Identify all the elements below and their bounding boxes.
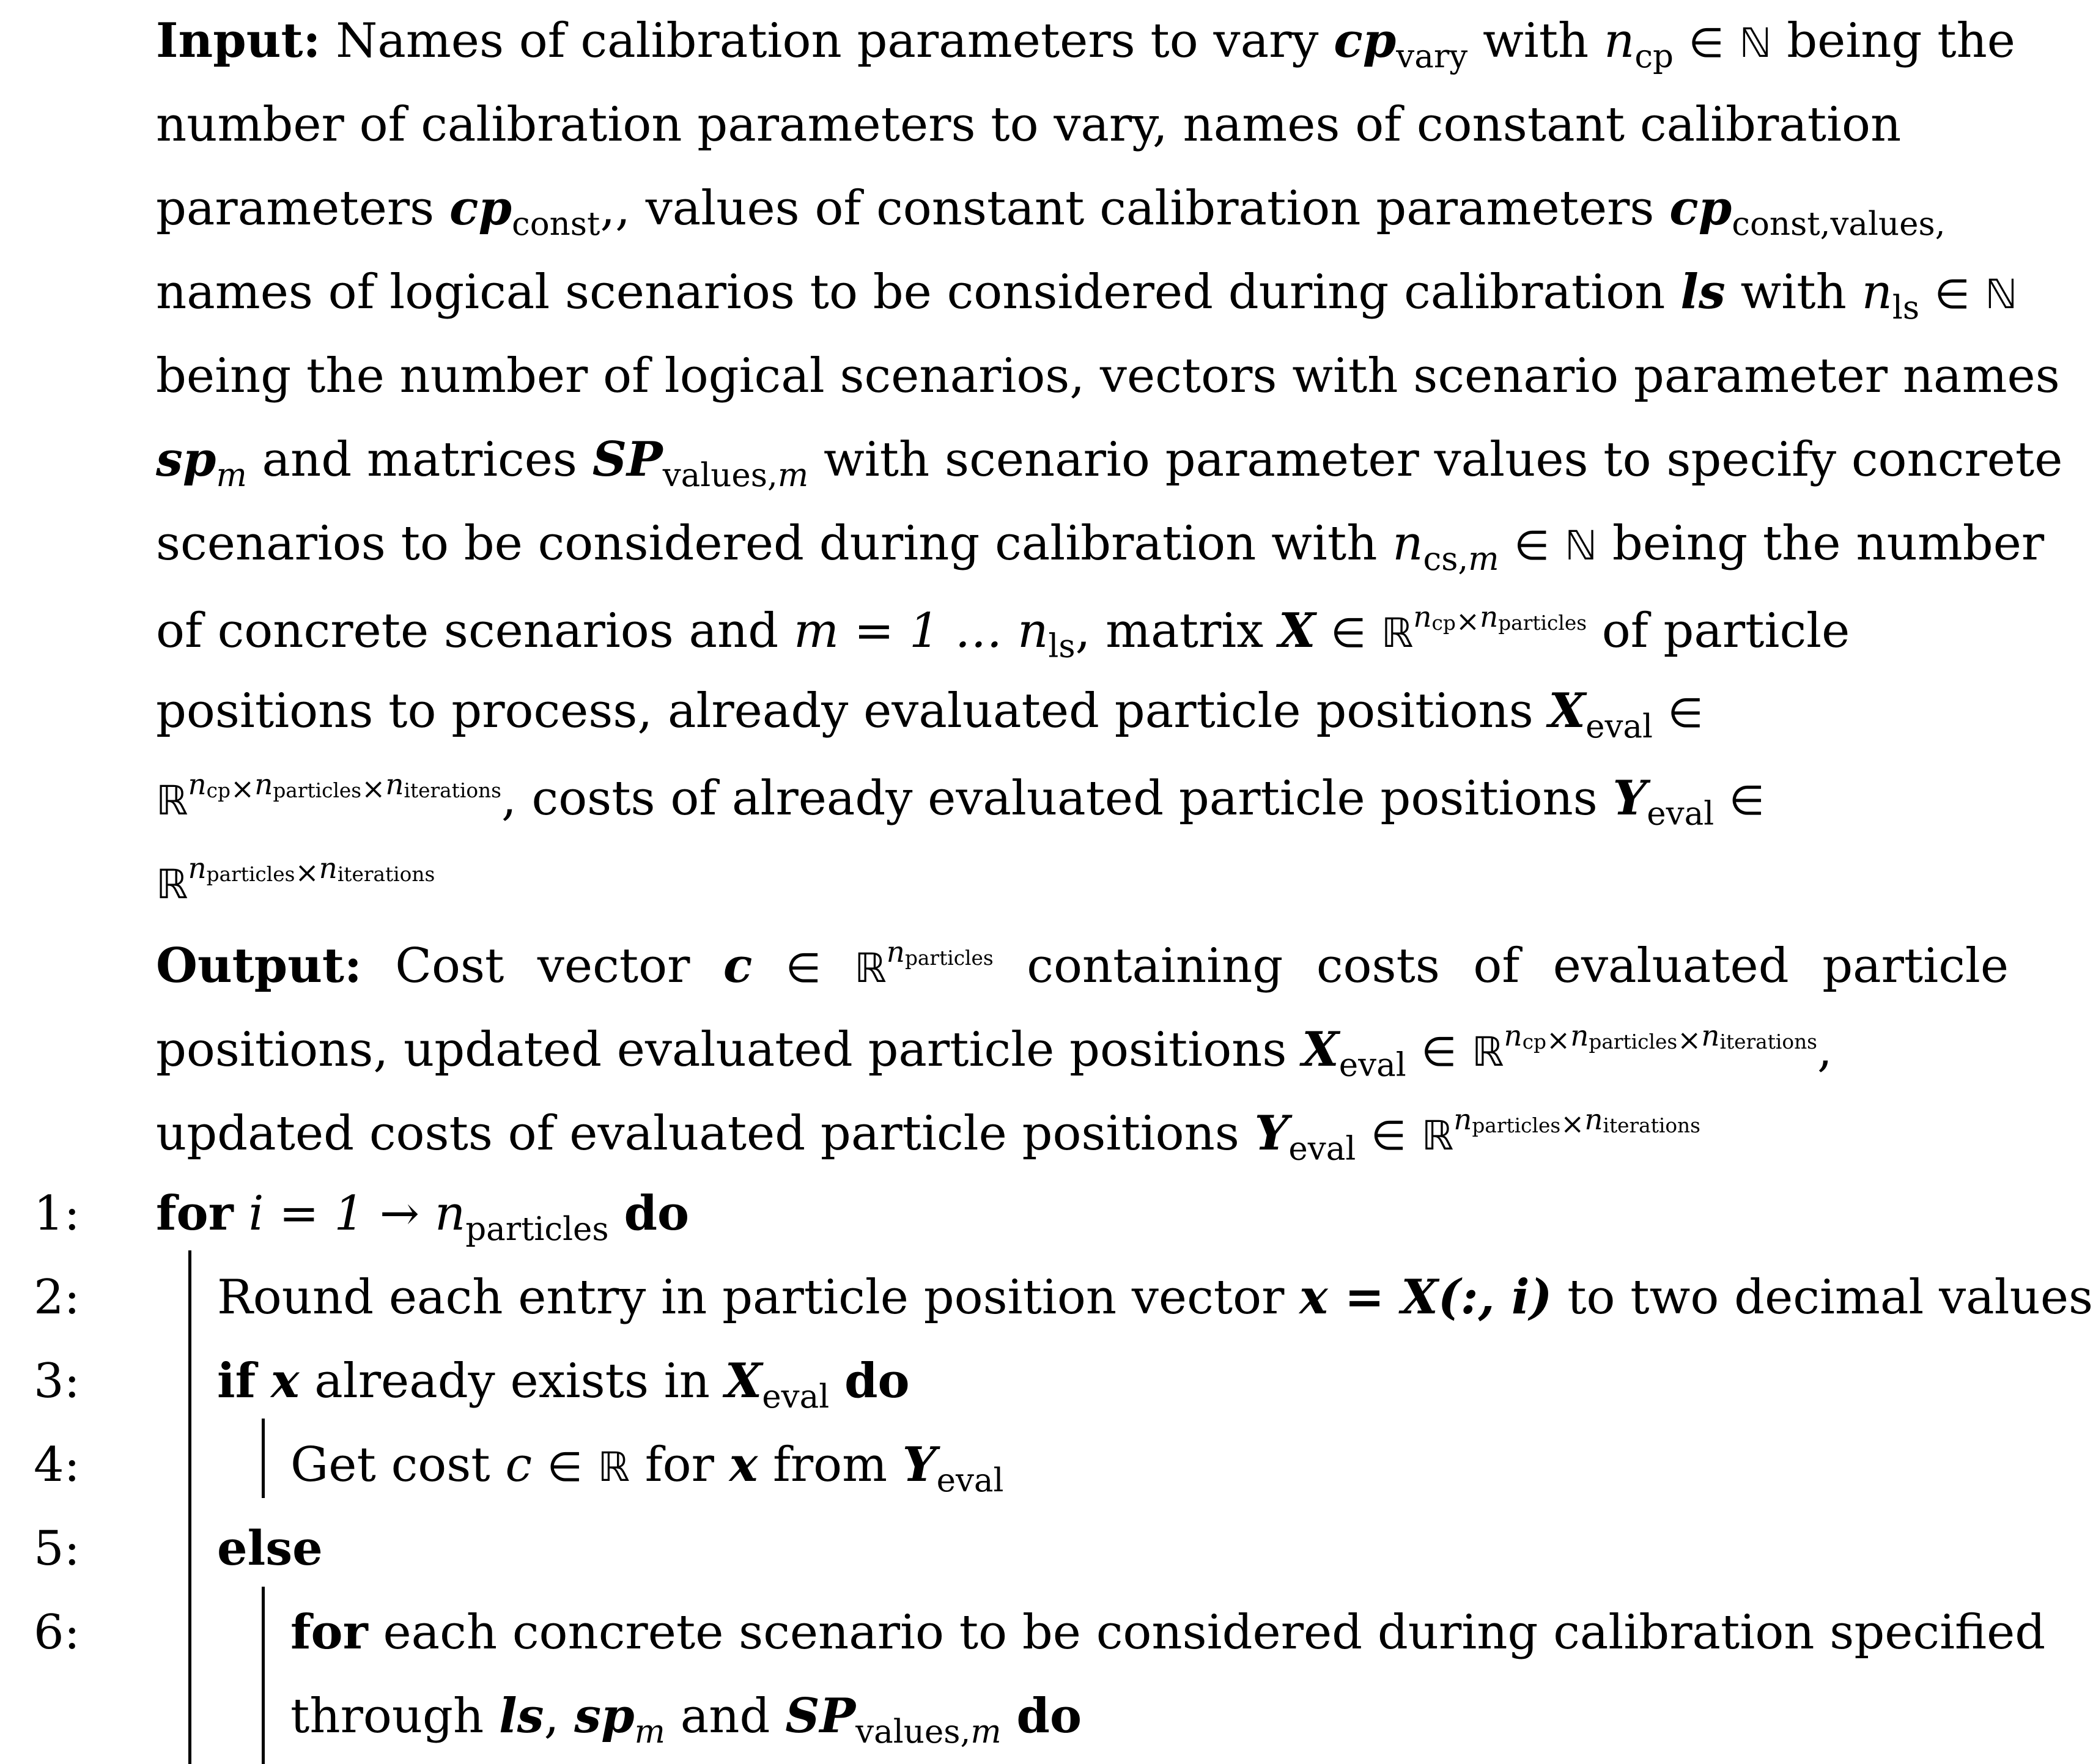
input-label: Input: [156,13,321,68]
step-number-6: 6: [34,1605,80,1660]
step-6-cont: through ls, $sp_m$ and $SP_{values,m}$ do [290,1688,1082,1751]
step-number-1: 1: [34,1186,80,1241]
step-number-3: 3: [34,1354,80,1409]
step-number-5: 5: [34,1521,80,1576]
output-line-2: positions, updated evaluated particle positions $X_{eval}$ ∈ ℝ$^{ncp\times nparticles\times niterations}$, [156,1020,1833,1084]
step-4: Get cost c ∈ ℝ for x from $Y_{eval}$ [290,1437,1004,1499]
input-line-5: being the number of logical scenarios, vectors with scenario parameter names [156,349,2060,404]
for-block-bar [188,1250,191,1764]
step-2: Round each entry in particle position vector x = X(:, i) to two decimal values [217,1269,2093,1325]
input-line-11: ℝ$^{nparticles\times niterations}$ [156,852,435,908]
step-6: for each concrete scenario to be considered during calibration specified [290,1604,2046,1660]
input-line-2: number of calibration parameters to vary, names of constant calibration [156,97,1902,152]
output-line-1: Output: Cost vector c ∈ ℝ$^{nparticles}$ containing costs of evaluated particle [156,936,2009,994]
else-block-bar [262,1587,265,1764]
input-line-7: scenarios to be considered during calibration with $n_{cs,m}$ ∈ ℕ being the number [156,516,2045,578]
step-number-2: 2: [34,1270,80,1325]
input-line-10: ℝ$^{ncp\times nparticles\times niterations}$, costs of already evaluated particle positions $Y_{eval}$ ∈ [156,769,1765,833]
input-line-4: names of logical scenarios to be considered during calibration ls with $n_{ls}$ ∈ ℕ [156,264,2018,327]
input-line-1: Input: Names of calibration parameters to vary $cp_{vary}$ with $n_{cp}$ ∈ ℕ being the [156,13,2015,75]
input-line-8: of concrete scenarios and m = 1 … $n_{ls}$, matrix X ∈ ℝ$^{ncp\times nparticles}$ of particle [156,601,1850,665]
input-line-6: $sp_m$ and matrices $SP_{values,m}$ with scenario parameter values to specify concrete [156,432,2063,494]
input-line-9: positions to process, already evaluated particle positions $X_{eval}$ ∈ [156,683,1704,745]
step-3: if x already exists in $X_{eval}$ do [217,1353,910,1415]
output-line-3: updated costs of evaluated particle positions $Y_{eval}$ ∈ ℝ$^{nparticles\times niterations}$ [156,1104,1700,1168]
if-block-bar [262,1419,265,1498]
step-number-4: 4: [34,1437,80,1493]
step-1: for $i = 1 \to n_{particles}$ do [156,1186,690,1248]
output-label: Output: [156,937,362,994]
step-5: else [217,1521,323,1576]
input-line-3: parameters $cp_{const}$,, values of constant calibration parameters $cp_{const,values,}$ [156,180,1946,243]
